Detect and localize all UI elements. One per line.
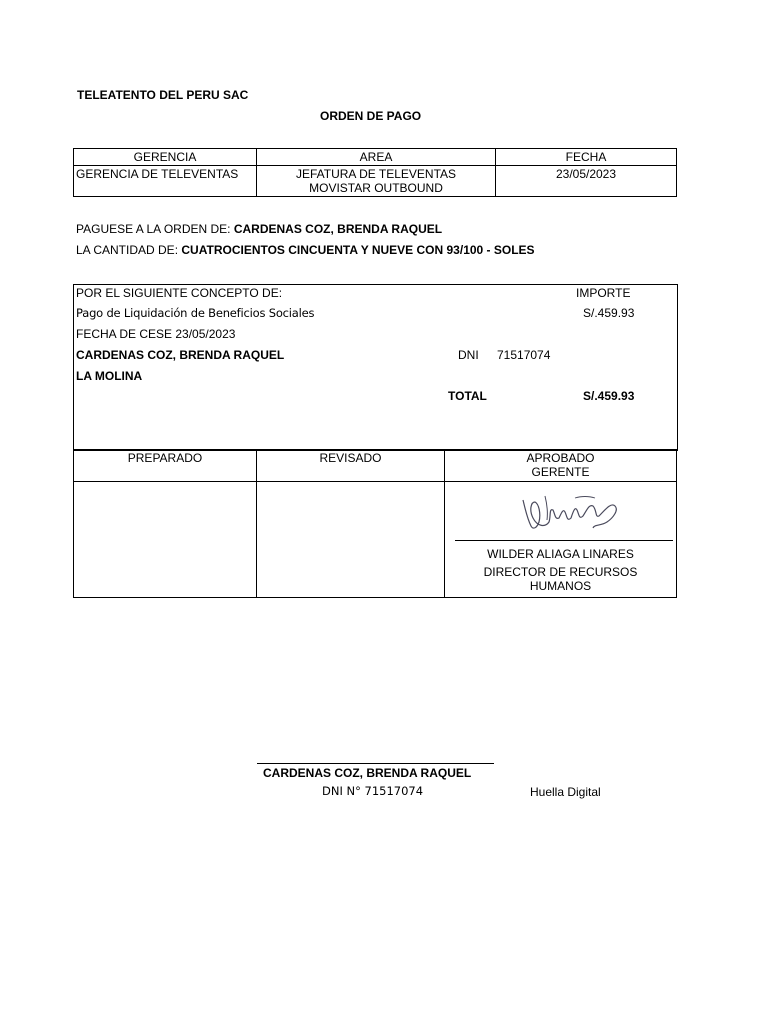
aprobado-line-1: APROBADO [526,451,595,465]
preparado-signature-cell [74,482,257,598]
receiver-dni: DNI N° 71517074 [322,784,424,798]
gerencia-value: GERENCIA DE TELEVENTAS [74,166,257,197]
district: LA MOLINA [76,369,143,383]
header-table-head-row [74,149,677,166]
dni-value: 71517074 [497,348,551,362]
signature-body-row [74,482,677,598]
receiver-signature-line [257,763,494,764]
signer-name: WILDER ALIAGA LINARES [487,547,634,561]
concept-description: Pago de Liquidación de Beneficios Sociales [76,306,315,320]
employee-name: CARDENAS COZ, BRENDA RAQUEL [76,348,285,362]
payee-name: CARDENAS COZ, BRENDA RAQUEL [233,222,443,236]
payee-label: PAGUESE A LA ORDEN DE: [76,222,231,236]
fecha-value: 23/05/2023 [496,166,677,197]
area-value [257,166,496,197]
total-value: S/.459.93 [583,389,635,403]
concept-box [73,284,678,451]
dni-label: DNI [458,348,479,362]
revisado-signature-cell [257,482,445,598]
company-name: TELEATENTO DEL PERU SAC [77,88,249,102]
aprobado-header [445,450,677,482]
area-line-2: MOVISTAR OUTBOUND [309,181,443,195]
amount-words-value: CUATROCIENTOS CINCUENTA Y NUEVE CON 93/100 - SOLES [181,243,535,257]
area-header: AREA [257,149,496,166]
signer-title-line-1: DIRECTOR DE RECURSOS [483,565,638,579]
total-label: TOTAL [448,389,487,403]
signer-title-line-2: HUMANOS [529,579,592,593]
area-line-1: JEFATURA DE TELEVENTAS [295,167,457,181]
importe-label: IMPORTE [576,286,631,300]
fecha-header: FECHA [496,149,677,166]
handwritten-signature [515,488,625,540]
fingerprint-label: Huella Digital [530,785,601,799]
document-title: ORDEN DE PAGO [320,109,422,123]
preparado-header: PREPARADO [74,450,257,482]
fecha-cese: FECHA DE CESE 23/05/2023 [76,327,236,341]
amount-words-line [76,243,535,257]
gerencia-header: GERENCIA [74,149,257,166]
signature-table [73,449,677,598]
header-table-value-row [74,166,677,197]
amount-words-label: LA CANTIDAD DE: [76,243,179,257]
header-table [73,148,677,197]
payee-line [76,222,442,236]
aprobado-signature-cell [445,482,677,598]
signature-head-row [74,450,677,482]
concept-amount: S/.459.93 [583,306,635,320]
receiver-name: CARDENAS COZ, BRENDA RAQUEL [263,766,472,780]
aprobado-line-2: GERENTE [531,465,590,479]
signature-line [455,540,673,541]
concept-header: POR EL SIGUIENTE CONCEPTO DE: [76,286,283,300]
revisado-header: REVISADO [257,450,445,482]
